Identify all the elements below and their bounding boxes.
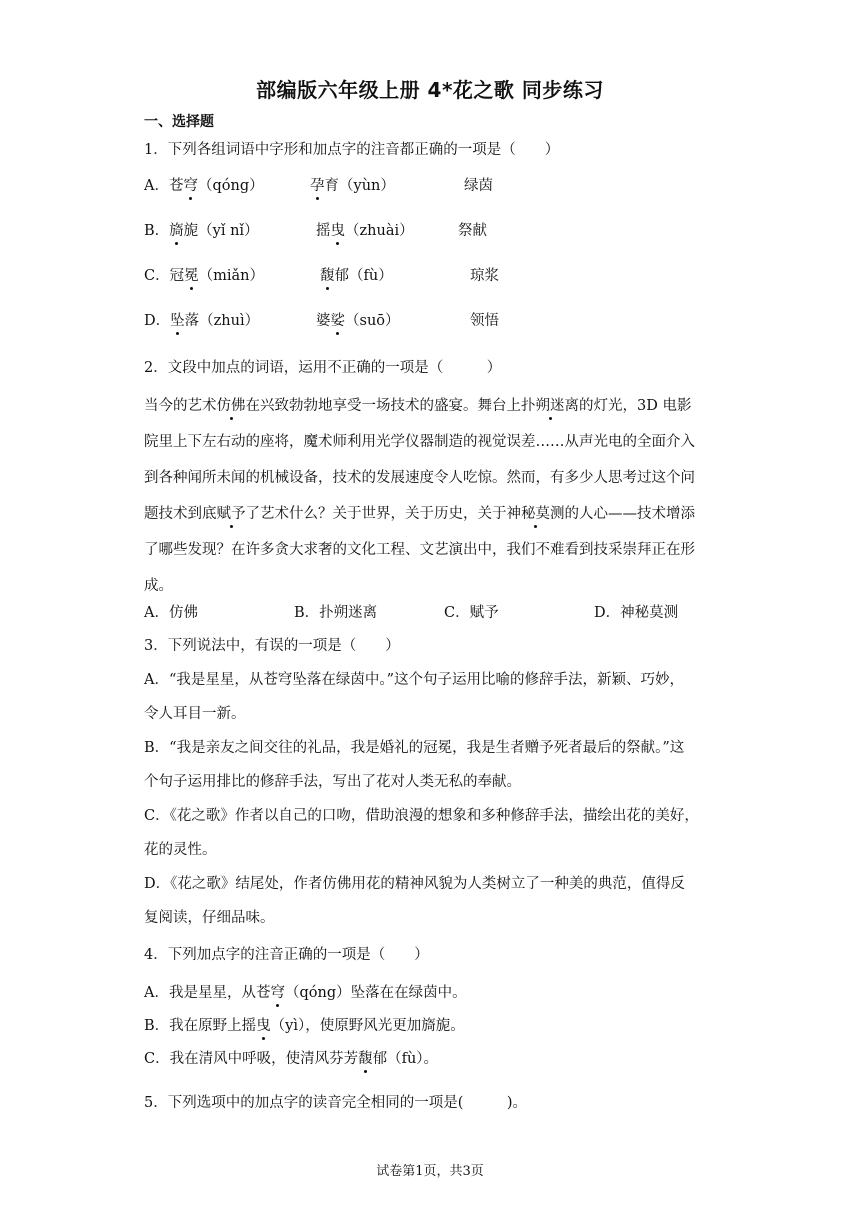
q1-option-d-word2: 婆娑（suō）	[316, 313, 400, 329]
page-footer: 试卷第1页，共3页	[376, 1164, 484, 1179]
question-2-stem: 2．文段中加点的词语，运用不正确的一项是（ ）	[144, 360, 502, 376]
q2-passage-line-5: 了哪些发现？在许多贪大求奢的文化工程、文艺演出中，我们不难看到技采崇拜正在形	[144, 542, 695, 558]
q1-option-c[interactable]: C．冠冕（miǎn）	[144, 268, 264, 284]
q1-option-c-word3: 琼浆	[470, 268, 499, 284]
q3-option-a[interactable]: A．“我是星星，从苍穹坠落在绿茵中。”这个句子运用比喻的修辞手法，新颖、巧妙，	[144, 672, 685, 688]
q1-option-c-word2: 馥郁（fù）	[320, 268, 393, 284]
question-5-stem: 5．下列选项中的加点字的读音完全相同的一项是( )。	[144, 1095, 528, 1111]
q3-option-a-cont: 令人耳目一新。	[144, 706, 246, 722]
q2-option-d[interactable]: D．神秘莫测	[594, 605, 679, 621]
page-title: 部编版六年级上册 4*花之歌 同步练习	[256, 78, 604, 102]
q1-option-b-word3: 祭献	[458, 223, 487, 239]
q2-passage-line-3: 到各种闻所未闻的机械设备，技术的发展速度令人吃惊。然而，有多少人思考过这个问	[144, 470, 695, 486]
section-heading: 一、选择题	[144, 114, 214, 130]
q1-option-b[interactable]: B．旖旎（yǐ nǐ）	[144, 223, 259, 239]
q1-option-b-word2: 摇曳（zhuài）	[316, 223, 414, 239]
q2-option-a[interactable]: A．仿佛	[144, 605, 198, 621]
q4-option-a[interactable]: A．我是星星，从苍穹（qóng）坠落在在绿茵中。	[144, 985, 467, 1001]
q2-option-b[interactable]: B．扑朔迷离	[294, 605, 378, 621]
q3-option-c-cont: 花的灵性。	[144, 842, 217, 858]
question-1-stem: 1．下列各组词语中字形和加点字的注音都正确的一项是（ ）	[144, 142, 560, 158]
q2-option-c[interactable]: C．赋予	[444, 605, 499, 621]
q2-passage-line-1: 当今的艺术仿佛在兴致勃勃地享受一场技术的盛宴。舞台上扑朔迷离的灯光，3D 电影	[144, 398, 692, 414]
q2-passage-line-2: 院里上下左右动的座将，魔术师利用光学仪器制造的视觉误差……从声光电的全面介入	[144, 434, 695, 450]
q1-option-a[interactable]: A．苍穹（qóng）	[144, 178, 264, 194]
q1-option-a-word3: 绿茵	[464, 178, 493, 194]
q2-passage-line-4: 题技术到底赋予了艺术什么？关于世界，关于历史，关于神秘莫测的人心——技术增添	[144, 506, 695, 522]
q4-option-b[interactable]: B．我在原野上摇曳（yì），使原野风光更加旖旎。	[144, 1018, 465, 1034]
q1-option-d-word3: 领悟	[470, 313, 499, 329]
q3-option-b-cont: 个句子运用排比的修辞手法，写出了花对人类无私的奉献。	[144, 774, 521, 790]
question-4-stem: 4．下列加点字的注音正确的一项是（ ）	[144, 947, 429, 963]
q3-option-b[interactable]: B．“我是亲友之间交往的礼品，我是婚礼的冠冕，我是生者赠予死者最后的祭献。”这	[144, 740, 685, 756]
question-3-stem: 3．下列说法中，有误的一项是（ ）	[144, 638, 400, 654]
q3-option-c[interactable]: C．《花之歌》作者以自己的口吻，借助浪漫的想象和多种修辞手法，描绘出花的美好，	[144, 808, 699, 824]
q3-option-d[interactable]: D．《花之歌》结尾处，作者仿佛用花的精神风貌为人类树立了一种美的典范，值得反	[144, 876, 685, 892]
q2-passage-line-6: 成。	[144, 578, 173, 594]
q4-option-c[interactable]: C．我在清风中呼吸，使清风芬芳馥郁（fù）。	[144, 1051, 439, 1067]
q1-option-a-word2: 孕育（yùn）	[310, 178, 395, 194]
q1-option-d[interactable]: D．坠落（zhuì）	[144, 313, 260, 329]
q3-option-d-cont: 复阅读，仔细品味。	[144, 910, 275, 926]
